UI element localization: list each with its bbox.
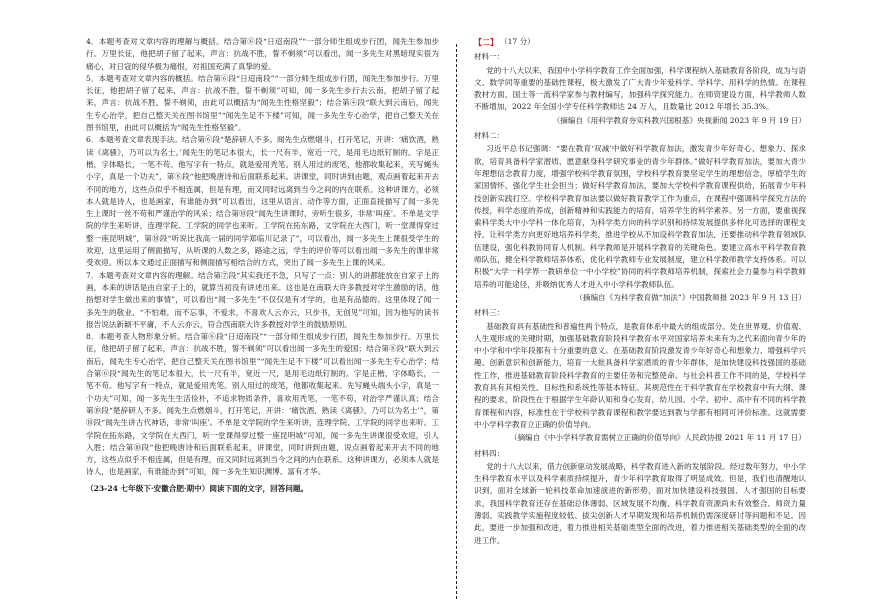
answer-paragraph-7: 7．本题考查对文章内容的理解。结合第⑦段“其实我还不急，只写了一点：别人的讲都能放在自家子上的画，本来的讲话是由自家子上的，就算当初没有讲述出来。这也是在南联大许多教授对学生激励的话，他指想对学生做出来的事情”，可以看出“闻一多先生”不仅仅是有才学的，也是有品德的。这里体现了闻一多先生的敬业、“不怕难，而不忘事，不爱求，不喜欢人云亦云，只步书，无创见”可知，因为他写的读书报告说法新颖不平庸，不人云亦云，符合西南联大许多教授对学生的鼓励原则。 — [86, 270, 439, 329]
section-header — [474, 36, 806, 48]
material-2-source: （摘编自《为科学教育做“加法”》中国教师报 2023 年 9 月 13 日） — [575, 292, 806, 302]
material-2-text: 习近平总书记强调：“要在教育‘双减’中做好科学教育加法，激发青少年好奇心、想象力、探求欲，培育具备科学家潜质、愿意献身科学研究事业的青少年群体。”做好科学教育加法，要加大青少年理想信念教育力度，增强学校科学教育氛围，学校科学教育要坚定学生的理想信念，厚植学生的家国情怀，强化学生社会担当；做好科学教育加法，要加大学校科学教育课程供给，拓展青少年科技创新实践打空。学校科学教育加法要以做好教育教学工作为重点，在课程中强调科学探究方法的传授，科学态度的养成，创新精神和实践能力的培育，培养学生的科学素养。另一方面，要重视探索科学类大中小学科一体化培育，为科学类方向的科学识别和持续发展提供多样化可选择的课程支持，让科学类方向更好地培养科学类，推进学校从不加设科学教育加法，还要推动科学教育领域队伍建设，强化科教协同育人机制。科学教师是开展科学教育的关键角色。要建立高水平科学教育教师队伍，健全科学教师培养体系，优化科学教师专业发展制度，建立科学教师教学支持体系。可以积极“大学一科学界一教研单位一中小学校”协同的科学教师培养机制，探索社会力量参与科学教师培养的可能途径，并吸纳优秀人才进入中小学科学教师队伍。 — [474, 144, 806, 289]
answer-paragraph-8: 8．本题考查人物形象分析。结合第⑥段“日迢南段”“一部分师生组成步行团，闻先生参加步行。万里长征，他把胡子留了起来，声言：抗战不胜，誓不剃须”可以看出闻一多先生的爱国；结合第⑧段“联大到云南后，闻先生专心治学，把自己整天关在图书馆里”“闻先生足不下楼”可以看出闻一多先生专心治学；结合第⑥段“闻先生的笔记本很大，长一尺有半，宽近一尺，是用毛边纸钉制的。字是正楷，字体略长，一笔不苟。他写字有一特点，就是爱用秃笔。别人用过的废笔，他都收集起来。先写蝇头端头小字，真是一个功夫”可知，闻一多先生生活俭朴，不追求物质条件，喜欢用秃笔，一笔不苟，对治学严谨认真；结合第⑩段“楚辞研人不多。闻先生点燃烟斗，打开笔记，开讲：‘痛饮酒，熟读《离骚》，乃可以为名士’”，第⑩段“闻先生讲古代神话，非常‘叫座’。不单是文学院的学生来听讲，连理学院、工学院的同学也来听。工学院在拓东路，文学院在大西门，听一堂课得穿过整一座昆明城”可知，闻一多先生讲课很受欢迎，引人入胜；结合第⑩段“他把晚唐诗和后面联系起来，讲课堂，同时讲到由题，说点画着起来开去不同的地方，这些点似乎不相连属，但是有理，而又同时远离到当今之间的内在联系。这种讲课方，必须本人就是诗人，也是画家，有谁能办到”可知，闻一多先生知识渊博、富有才华。 — [86, 332, 439, 477]
material-3-source: （摘编自《中小学科学教育需树立正确的价值导向》人民政协报 2021 年 11 月 17 日） — [509, 433, 806, 443]
material-3-text: 基础教育具有基础性和普遍性两个特点，是教育体系中最大的组成部分。处在世界观、价值观、人生观形成的关键时期，加强基础教育阶段科学教育水平对国家培养未来有为之代来面向青少年的中小学和中学年段都有十分重要的意义。在基础教育阶段激发青少年好奇心和想象力、增强科学兴趣、创新意识和创新能力，培育一大批具备科学家潜质的青少年群体，是加快建设科技强国的基础性工作，推进基础教育阶段科学教育的主要任务和完整使命。与社会科普工作不同的是，学校科学教育具有其相关性、目标性和系统性等基本特征。其规范性在于科学教育在学校教育中有大纲、课程的要求，阶段性在于根据学生年龄认知和身心发育，幼儿园、小学、初中、高中有不同的科学教育课程和内容，标准性在于学校科学教育课程和教学要达到教与学都有相同可评价标准。这就需要中小学科学教育立正确的价值导向。 — [474, 321, 806, 429]
material-4-label: 材料四： — [474, 448, 505, 458]
column-divider — [456, 44, 457, 599]
answer-paragraph-4: 4．本题考查对文章内容的理解与概括。结合第⑥段“日迢南段”“一部分师生组成步行团，闻先生参加步行。万里长征，他把胡子留了起来，声言：抗战不胜，誓不剃须”可以看出，闻一多先生对黑暗现实很为痛心，对日寇的侵华极为痛恨，对祖国充满了真挚的爱。 — [86, 37, 439, 71]
material-1-source: （摘编自《用科学教育夯实科教兴国根基》央视新闻 2023 年 9 月 19 日） — [552, 115, 806, 125]
material-2-label: 材料二： — [474, 131, 505, 141]
section-score: （17 分） — [500, 37, 535, 46]
material-1-label: 材料一： — [474, 52, 505, 62]
answer-paragraph-5: 5．本题考查对文章内容的概括。结合第⑥段“日迢南段”“一部分师生组成步行团，闻先生参加步行。万里长征，他把胡子留了起来，声言：抗战不胜，誓不剃须”可知，闻一多先生步行去云南，把胡子留了起来，声言：抗战不胜，誓不剃须，由此可以概括为“闻先生性格坚毅”；结合第④段“联大到云南后，闻先生专心治学，把自己整天关在图书馆里”“闻先生足不下楼”可知，闻一多先生专心治学，把自己整天关在图书馆里，由此可以概括为“闻先生性格坚毅”。 — [86, 73, 439, 133]
left-column — [86, 36, 439, 608]
answer-paragraph-6: 6．本题考查文章表现手法。结合第⑥段“楚辞研人不多。闻先生点燃烟斗，打开笔记，开讲：‘痛饮酒，熟读《离骚》，乃可以为名士。’闻先生的笔记本很大，长一尺有半，宽近一尺，是用毛边纸钉制的。字是正楷，字体略长，一笔不苟。他写字有一特点，就是爱用秃笔。别人用过的废笔，他都收集起来，夹写蝇头小字，真是一个功夫”，第⑧段“他把晚唐诗和后面联系起来。讲课堂，同时讲到由题，观点画着起来开去不同的地方，这些点似乎不相连属，但是有理，而又同时远离到当今之间的内在联系。这种讲课方，必须本人就是诗人，也是画家，有谁能办到”可以看出，这里从语言、动作等方面，正面直接描写了闻一多先生上课时一丝不苟和严谨治学的风采；结合第⑩段“闻先生讲课时，旁听生很多，非常‘叫座’。不单是文学院的学生来听讲，连理学院、工学院的同学也来听。工学院在拓东路，文学院在大西门，听一堂课得穿过整一座昆明城”，第⑩段“听说比我高一届的同学郑临川记录了”，可以看出，闻一多先生上课很受学生的欢迎，这里运用了侧面描写，从听课的人数之多，路途之远，学生的评价等可以看出闻一多先生的课非常受欢迎。所以本文通过正面描写和侧面描写相结合的方式，突出了闻一多先生上课的风采。 — [86, 135, 439, 268]
material-4-text: 党的十八大以来，借力创新驱动发展战略，科学教育进入新的发展阶段。经过数年努力，中小学生科学教育水平以及科学素质持续提升，青少年科学教育取得了明显成效。但是，我们也清醒地认识到，面对全球新一轮科技革命加速演进的新形势，面对加快建设科技强国、人才强国的目标要求，我国科学教育还存在基础总体薄弱、区域发展不均衡、科学教育资源尚未有效整合、师资力量薄弱、实践教学实施程度较低、拔尖创新人才早期发现和培养机制仍需深度研讨等问题和不足。因此，要进一步加强和改进，着力推进相关基础类型全面的改进，着力推进相关基础类型的全面的改进工作。 — [474, 461, 806, 545]
right-column — [474, 36, 806, 608]
section-instruction: （23-24 七年级下·安徽合肥·期中）阅读下面的文字，回答问题。 — [86, 483, 309, 493]
section-title: 【二】 — [474, 37, 498, 47]
material-3-label: 材料三： — [474, 308, 505, 318]
material-1-text: 党的十八大以来，我国中小学科学教育工作全面加强，科学课程纳入基础教育各阶段，成为与语文、数学同等重要的基础性课程，极大激发了广大青少年爱科学、学科学、用科学的热情。在课程教材方面，国士等一流科学家参与教材编写，加强科学探究能力。在师资建设方面，科学教师人数不断增加，2022 年全国小学专任科学教师达 24 万人，且数量比 2012 年增长 35.3%。 — [474, 65, 806, 112]
